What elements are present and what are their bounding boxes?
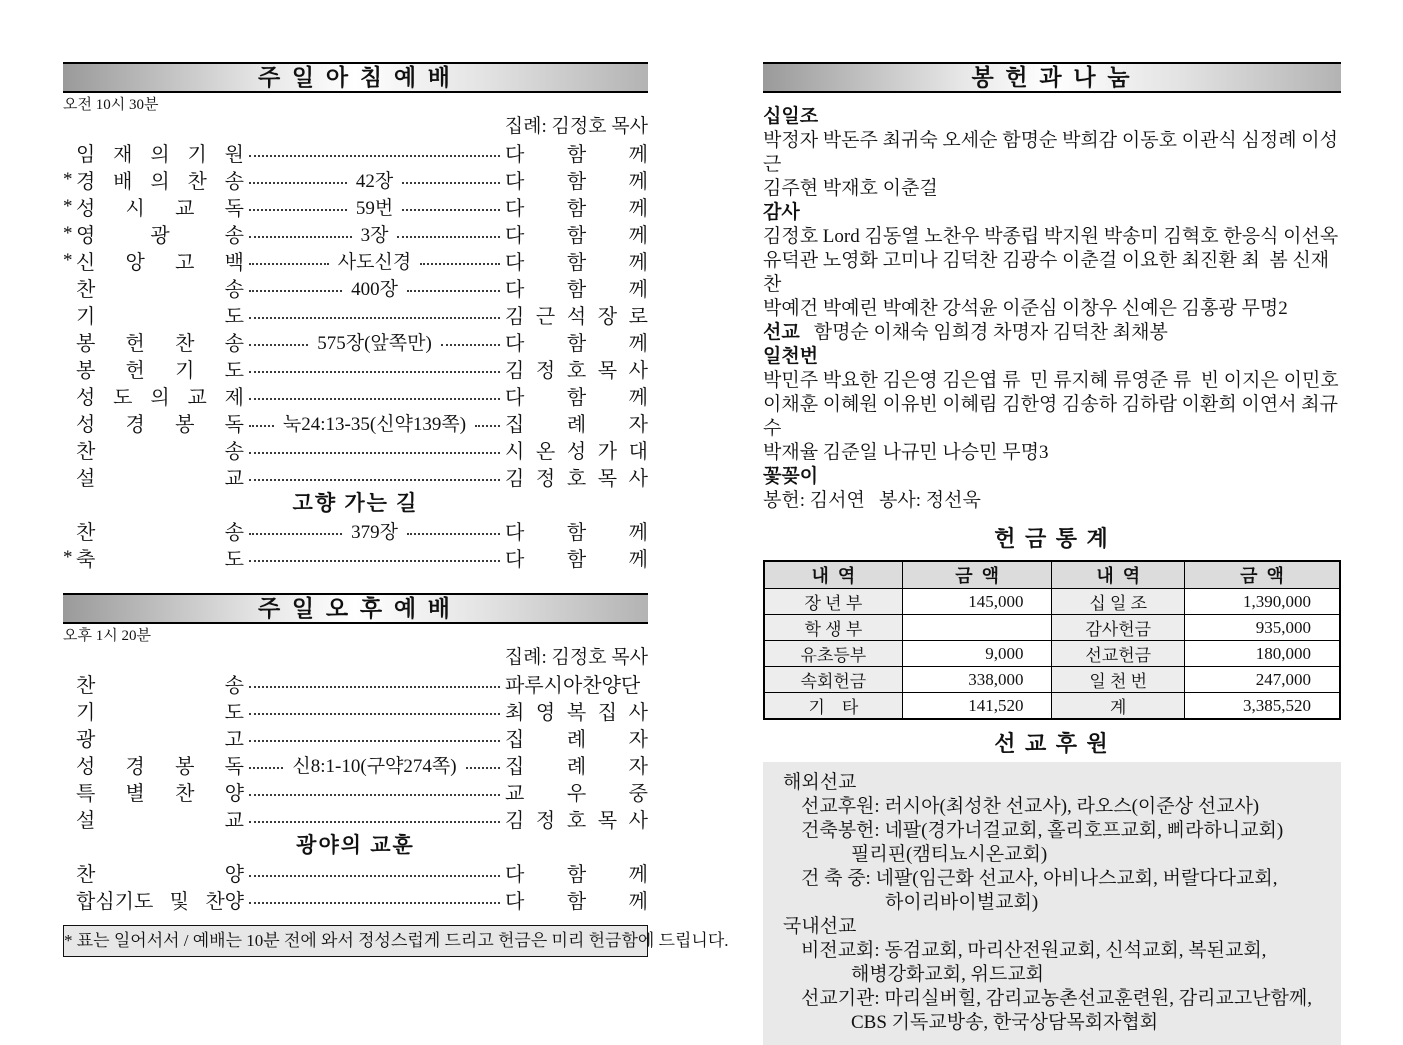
mission-line: 필리핀(캠티뇨시온교회)	[851, 844, 1048, 865]
mission-line: 건축봉헌: 네팔(경가너걸교회, 홀리호프교회, 삐라하니교회)	[801, 820, 1284, 841]
dot-leader	[249, 553, 500, 562]
order-row	[63, 751, 648, 778]
offering-group-line	[763, 321, 1341, 345]
order-item-label: 신 앙 고 백	[76, 252, 244, 274]
order-row	[63, 886, 648, 913]
order-item-value: 379장	[351, 522, 398, 543]
order-item-person: 집 례 자	[505, 729, 648, 751]
stat-amount-cell: 247,000	[1184, 667, 1340, 693]
order-item-value: 400장	[351, 279, 398, 300]
afternoon-order-list	[63, 670, 648, 913]
dot-leader	[249, 418, 274, 427]
mission-line: 비전교회: 동검교회, 마리산전원교회, 신석교회, 복된교회,	[801, 940, 1267, 961]
mission-line: 국내선교	[783, 916, 857, 937]
table-header-cell: 금 액	[902, 561, 1052, 589]
dot-leader	[249, 787, 500, 796]
order-row	[63, 544, 648, 571]
order-row	[63, 355, 648, 382]
order-item-label: 축 도	[76, 549, 244, 571]
order-row	[63, 193, 648, 220]
dot-leader	[249, 256, 329, 265]
stat-amount-cell: 9,000	[902, 641, 1052, 667]
offering-names: 봉헌: 김서연 봉사: 정선욱	[763, 490, 981, 511]
order-item-label: 성 경 봉 독	[76, 756, 244, 778]
order-item-label: 기 도	[76, 306, 244, 328]
stat-amount-cell	[902, 615, 1052, 641]
offering-names: 김주현 박재호 이춘걸	[763, 178, 938, 199]
order-item-person: 다 함 께	[505, 891, 648, 913]
order-item-value: 3장	[360, 225, 389, 246]
order-item-label: 찬 송	[76, 441, 244, 463]
order-item-value: 575장(앞쪽만)	[317, 333, 432, 354]
order-row	[63, 166, 648, 193]
stat-label-cell: 속회헌금	[764, 667, 902, 693]
order-row	[63, 517, 648, 544]
dot-leader	[466, 760, 500, 769]
order-row	[63, 670, 648, 697]
stat-amount-cell: 1,390,000	[1184, 589, 1340, 615]
worship-footnote: * 표는 일어서서 / 예배는 10분 전에 와서 정성스럽게 드리고 헌금은 미리 헌금함에 드립니다.	[63, 925, 648, 957]
table-row	[764, 693, 1340, 720]
offering-group-heading: 선교	[763, 322, 800, 343]
morning-service-time: 오전 10시 30분	[63, 97, 159, 113]
mission-line: 선교기관: 마리실버힐, 감리교농촌선교훈련원, 감리교고난함께,	[801, 988, 1312, 1009]
order-row	[63, 247, 648, 274]
mission-title: 선 교 후 원	[994, 731, 1110, 756]
afternoon-service-title: 주 일 오 후 예 배	[63, 593, 648, 624]
dot-leader	[249, 472, 500, 481]
dot-leader	[249, 733, 500, 742]
order-item-label: 설 교	[76, 468, 244, 490]
dot-leader	[475, 418, 500, 427]
morning-service-section	[63, 62, 648, 571]
offering-names: 이채훈 이혜원 이유빈 이혜림 김한영 김송하 김하람 이환희 이연서 최규수	[763, 394, 1339, 439]
order-item-label: 기 도	[76, 702, 244, 724]
dot-leader	[249, 175, 347, 184]
offering-group-heading: 감사	[763, 202, 800, 223]
star-mark: *	[63, 249, 73, 271]
dot-leader	[249, 760, 283, 769]
stat-label-cell: 일 천 번	[1052, 667, 1184, 693]
offering-names: 유덕관 노영화 고미나 김덕찬 김광수 이춘걸 이요한 최진환 최 봄 신재찬	[763, 250, 1330, 295]
star-mark: *	[63, 195, 73, 217]
order-item-label: 설 교	[76, 810, 244, 832]
order-item-person: 다 함 께	[505, 549, 648, 571]
afternoon-officiant: 집례: 김정호 목사	[504, 647, 648, 668]
mission-line: 해병강화교회, 위드교회	[851, 964, 1045, 985]
order-row	[63, 409, 648, 436]
morning-service-title: 주 일 아 침 예 배	[63, 62, 648, 93]
order-row	[63, 805, 648, 832]
order-row	[63, 778, 648, 805]
order-item-label: 임 재 의 기 원	[76, 144, 244, 166]
dot-leader	[249, 895, 500, 904]
offering-group-heading: 십일조	[763, 106, 819, 127]
order-item-person: 집 례 자	[505, 414, 648, 436]
order-item-value: 42장	[355, 171, 394, 192]
dot-leader	[249, 814, 500, 823]
dot-leader	[249, 445, 500, 454]
order-item-person: 다 함 께	[505, 279, 649, 301]
stat-amount-cell: 180,000	[1184, 641, 1340, 667]
afternoon-service-section	[63, 593, 648, 913]
offering-stats-table	[763, 560, 1341, 720]
order-row	[63, 328, 648, 355]
offering-names: 함명순 이채숙 임희경 차명자 김덕찬 최채봉	[813, 322, 1168, 343]
order-row	[63, 697, 648, 724]
stat-label-cell: 선교헌금	[1052, 641, 1184, 667]
order-item-person: 시 온 성 가 대	[505, 441, 648, 463]
dot-leader	[407, 526, 500, 535]
stat-amount-cell: 141,520	[902, 693, 1052, 720]
stat-amount-cell: 935,000	[1184, 615, 1340, 641]
order-row	[63, 859, 648, 886]
stat-label-cell: 감사헌금	[1052, 615, 1184, 641]
order-item-person: 다 함 께	[505, 198, 649, 220]
stat-amount-cell: 3,385,520	[1184, 693, 1340, 720]
order-item-label: 영 광 송	[76, 225, 244, 247]
table-header-row	[764, 561, 1340, 589]
dot-leader	[249, 283, 342, 292]
order-item-label: 찬 송	[76, 522, 244, 544]
offering-section-title: 봉 헌 과 나 눔	[763, 62, 1341, 93]
stats-title: 헌 금 통 계	[994, 526, 1110, 551]
order-row	[63, 463, 648, 490]
order-item-label: 경 배 의 찬 송	[76, 171, 244, 193]
order-item-person: 최 영 복 집 사	[505, 702, 648, 724]
order-item-label: 광 고	[76, 729, 244, 751]
mission-line: 건 축 중: 네팔(임근화 선교사, 아비나스교회, 버랄다다교회,	[801, 868, 1278, 889]
star-mark: *	[63, 222, 73, 244]
order-item-label: 합심기도 및 찬양	[76, 891, 244, 913]
table-row	[764, 667, 1340, 693]
order-item-label: 봉 헌 기 도	[76, 360, 244, 382]
dot-leader	[402, 175, 500, 184]
order-item-label: 특 별 찬 양	[76, 783, 244, 805]
order-item-value: 신8:1-10(구약274쪽)	[292, 756, 457, 777]
table-header-cell: 내 역	[1052, 561, 1184, 589]
mission-support-box	[763, 762, 1341, 1045]
morning-order-list	[63, 139, 648, 571]
order-item-person: 교 우 중	[505, 783, 648, 805]
order-item-person: 다 함 께	[505, 171, 649, 193]
mission-line: 하이리바이벌교회)	[885, 892, 1039, 913]
offering-group-heading: 꽃꽂이	[763, 466, 819, 487]
order-item-person: 다 함 께	[505, 252, 649, 274]
order-item-person: 다 함 께	[505, 225, 649, 247]
order-item-value: 눅24:13-35(신약139쪽)	[282, 414, 467, 435]
mission-line: 선교후원: 러시아(최성찬 선교사), 라오스(이준상 선교사)	[801, 796, 1260, 817]
offering-names: 박재율 김준일 나규민 나승민 무명3	[763, 442, 1049, 463]
dot-leader	[249, 526, 342, 535]
order-row	[63, 724, 648, 751]
order-row	[63, 220, 648, 247]
order-item-value: 59번	[355, 198, 394, 219]
order-item-person: 김 근 석 장 로	[505, 306, 648, 328]
stat-label-cell: 계	[1052, 693, 1184, 720]
order-item-person: 김 정 호 목 사	[505, 360, 648, 382]
stat-label-cell: 기 타	[764, 693, 902, 720]
order-item-person: 김 정 호 목 사	[505, 468, 648, 490]
offering-names: 박정자 박돈주 최귀숙 오세순 함명순 박희감 이동호 이관식 심정례 이성근	[763, 130, 1339, 175]
order-item-person: 다 함 께	[505, 387, 648, 409]
order-item-person: 파루시아찬양단	[505, 675, 641, 697]
order-row	[63, 436, 648, 463]
dot-leader	[249, 706, 500, 715]
offering-groups	[763, 105, 1341, 513]
dot-leader	[249, 202, 347, 211]
offering-names: 김정호 Lord 김동열 노찬우 박종립 박지원 박송미 김혁호 한응식 이선옥	[763, 226, 1339, 247]
stat-label-cell: 십 일 조	[1052, 589, 1184, 615]
dot-leader	[249, 310, 500, 319]
dot-leader	[397, 229, 500, 238]
offering-group-heading: 일천번	[763, 346, 819, 367]
table-row	[764, 641, 1340, 667]
order-row	[63, 274, 648, 301]
table-header-cell: 금 액	[1184, 561, 1340, 589]
mission-line: 해외선교	[783, 772, 857, 793]
dot-leader	[249, 391, 500, 400]
order-item-person: 집 례 자	[505, 756, 648, 778]
dot-leader	[407, 283, 500, 292]
order-item-label: 성 경 봉 독	[76, 414, 244, 436]
dot-leader	[441, 337, 500, 346]
dot-leader	[249, 229, 352, 238]
stat-amount-cell: 338,000	[902, 667, 1052, 693]
order-item-label: 찬 양	[76, 864, 244, 886]
sermon-title: 광야의 교훈	[296, 833, 415, 857]
order-item-person: 다 함 께	[505, 333, 649, 355]
order-item-label: 찬 송	[76, 675, 244, 697]
order-row	[63, 382, 648, 409]
star-mark: *	[63, 546, 73, 568]
table-header-cell: 내 역	[764, 561, 902, 589]
dot-leader	[249, 868, 500, 877]
order-item-person: 다 함 께	[505, 864, 648, 886]
order-item-person: 다 함 께	[505, 144, 648, 166]
offering-names: 박예건 박예린 박예찬 강석윤 이준심 이창우 신예은 김홍광 무명2	[763, 298, 1288, 319]
offering-column	[763, 62, 1341, 1045]
star-mark: *	[63, 168, 73, 190]
dot-leader	[420, 256, 500, 265]
stat-label-cell: 장 년 부	[764, 589, 902, 615]
dot-leader	[249, 679, 500, 688]
order-item-label: 성 도 의 교 제	[76, 387, 244, 409]
worship-column	[63, 62, 729, 957]
dot-leader	[249, 337, 308, 346]
table-row	[764, 615, 1340, 641]
dot-leader	[402, 202, 500, 211]
order-item-label: 봉 헌 찬 송	[76, 333, 244, 355]
order-item-label: 성 시 교 독	[76, 198, 244, 220]
afternoon-service-time: 오후 1시 20분	[63, 628, 151, 644]
offering-names: 박민주 박요한 김은영 김은엽 류 민 류지혜 류영준 류 빈 이지은 이민호	[763, 370, 1339, 391]
dot-leader	[249, 364, 500, 373]
order-item-person: 다 함 께	[505, 522, 649, 544]
stat-amount-cell: 145,000	[902, 589, 1052, 615]
order-item-label: 찬 송	[76, 279, 244, 301]
stat-label-cell: 유초등부	[764, 641, 902, 667]
dot-leader	[249, 148, 500, 157]
order-row	[63, 301, 648, 328]
sermon-title: 고향 가는 길	[292, 491, 419, 515]
order-item-person: 김 정 호 목 사	[505, 810, 648, 832]
table-row	[764, 589, 1340, 615]
stat-label-cell: 학 생 부	[764, 615, 902, 641]
order-item-value: 사도신경	[337, 252, 412, 273]
mission-line: CBS 기독교방송, 한국상담목회자협회	[851, 1012, 1159, 1033]
morning-officiant: 집례: 김정호 목사	[504, 116, 648, 137]
order-row	[63, 139, 648, 166]
